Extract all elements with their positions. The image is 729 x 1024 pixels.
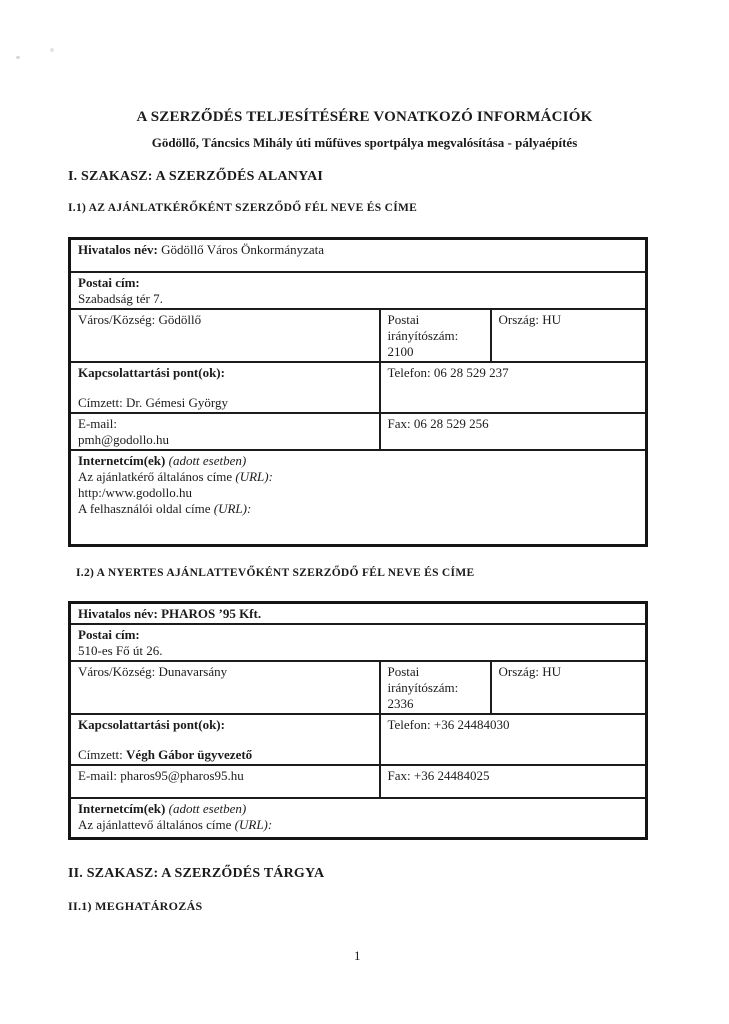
general-url-line	[78, 469, 638, 485]
postal-address-cell	[70, 272, 647, 309]
postal-address-value: Szabadság tér 7.	[78, 290, 163, 306]
table-row-city	[70, 661, 647, 714]
general-url-line	[78, 817, 638, 833]
country-value: HU	[542, 664, 561, 679]
country-cell	[491, 661, 647, 714]
country-label: Ország:	[498, 664, 539, 679]
url-tag: (URL):	[213, 500, 252, 516]
attention-line	[78, 395, 372, 411]
country-cell	[491, 309, 647, 362]
postal-address-value: 510-es Fő út 26.	[78, 643, 163, 658]
internet-cell	[70, 798, 647, 838]
page-number: 1	[353, 948, 361, 963]
postal-code-label: Postai irányítószám:	[387, 311, 459, 343]
city-cell	[70, 661, 380, 714]
document-title: A SZERZŐDÉS TELJESÍTÉSÉRE VONATKOZÓ INFORMÁCIÓK	[136, 109, 593, 125]
document-subtitle: Gödöllő, Táncsics Mihály úti műfüves sportpálya megvalósítása - pályaépítés	[151, 135, 578, 150]
section-1-heading: I. SZAKASZ: A SZERZŐDÉS ALANYAI	[68, 169, 324, 184]
winning-tenderer-table	[68, 601, 648, 840]
table-row-postal-address	[70, 272, 647, 309]
postal-code-cell	[380, 661, 491, 714]
fax-value: 06 28 529 256	[413, 415, 489, 431]
table-row-postal-address	[70, 624, 647, 661]
fax-value: +36 24484025	[413, 768, 490, 783]
table-row-email	[70, 413, 647, 450]
attention-line	[78, 747, 372, 763]
phone-label: Telefon:	[387, 364, 431, 380]
phone-label: Telefon:	[387, 717, 431, 732]
section-2-heading: II. SZAKASZ: A SZERZŐDÉS TÁRGYA	[68, 866, 325, 881]
internet-note: (adott esetben)	[168, 452, 247, 468]
table-row-internet	[70, 450, 647, 546]
blank-line	[78, 381, 372, 395]
user-url-label: A felhasználói oldal címe	[78, 500, 211, 516]
contracting-authority-table	[68, 237, 648, 547]
official-name-value: Gödöllő Város Önkormányzata	[161, 242, 325, 257]
postal-address-label: Postai cím:	[78, 627, 140, 642]
subsection-2-1-heading: II.1) MEGHATÁROZÁS	[68, 899, 203, 913]
phone-cell	[380, 362, 647, 413]
city-value: Dunavarsány	[158, 664, 228, 679]
postal-code-value: 2336	[387, 696, 414, 711]
official-name-value: PHAROS ’95 Kft.	[161, 606, 262, 621]
official-name-label: Hivatalos név:	[78, 242, 158, 257]
email-label: E-mail:	[78, 415, 117, 431]
email-value: pmh@godollo.hu	[78, 431, 170, 447]
attention-value: Végh Gábor ügyvezető	[126, 747, 253, 762]
fax-label: Fax:	[387, 768, 411, 783]
city-label: Város/Község:	[78, 664, 156, 679]
country-value: HU	[542, 311, 561, 327]
country-label: Ország:	[498, 311, 539, 327]
postal-address-label: Postai cím:	[78, 274, 140, 290]
scan-artifact	[50, 48, 54, 52]
contact-points-cell	[70, 714, 380, 765]
official-name-cell	[70, 603, 647, 625]
scan-artifact	[16, 56, 20, 59]
phone-value: +36 24484030	[433, 717, 510, 732]
url-tag: (URL):	[235, 468, 273, 484]
contact-points-label: Kapcsolattartási pont(ok):	[78, 364, 225, 380]
internet-note: (adott esetben)	[168, 801, 247, 816]
contact-points-label: Kapcsolattartási pont(ok):	[78, 717, 225, 732]
url-tag: (URL):	[234, 817, 273, 832]
postal-code-label: Postai irányítószám:	[387, 664, 459, 695]
internet-line	[78, 453, 638, 469]
fax-cell	[380, 765, 647, 798]
attention-label: Címzett:	[78, 394, 123, 410]
table-row-email	[70, 765, 647, 798]
table-row-internet	[70, 798, 647, 838]
internet-line	[78, 801, 638, 817]
table-row-official-name	[70, 603, 647, 625]
attention-label: Címzett:	[78, 747, 123, 762]
city-cell	[70, 309, 380, 362]
email-label: E-mail:	[78, 768, 117, 783]
email-cell	[70, 765, 380, 798]
table-row-city	[70, 309, 647, 362]
table-row-contact-points	[70, 714, 647, 765]
internet-label: Internetcím(ek)	[78, 801, 166, 816]
internet-cell	[70, 450, 647, 546]
blank-line	[78, 733, 372, 747]
general-url-label: Az ajánlattevő általános címe	[78, 817, 232, 832]
table-row-contact-points	[70, 362, 647, 413]
subsection-1-2-heading: I.2) A NYERTES AJÁNLATTEVŐKÉNT SZERZŐDŐ FÉL NEVE ÉS CÍME	[76, 567, 475, 579]
table-row-official-name	[70, 239, 647, 272]
fax-cell	[380, 413, 647, 450]
postal-code-cell	[380, 309, 491, 362]
official-name-label: Hivatalos név:	[78, 606, 158, 621]
contact-points-cell	[70, 362, 380, 413]
phone-value: 06 28 529 237	[433, 364, 509, 380]
city-value: Gödöllő	[158, 311, 202, 327]
email-value: pharos95@pharos95.hu	[120, 768, 244, 783]
subsection-1-1-heading: I.1) AZ AJÁNLATKÉRŐKÉNT SZERZŐDŐ FÉL NEVE ÉS CÍME	[68, 202, 418, 214]
postal-address-cell	[70, 624, 647, 661]
city-label: Város/Község:	[78, 311, 156, 327]
official-name-cell	[70, 239, 647, 272]
attention-value: Dr. Gémesi György	[126, 394, 228, 410]
email-cell	[70, 413, 380, 450]
user-url-line	[78, 501, 638, 517]
fax-label: Fax:	[387, 415, 411, 431]
phone-cell	[380, 714, 647, 765]
general-url-value: http:/www.godollo.hu	[78, 484, 192, 500]
postal-code-value: 2100	[387, 343, 414, 359]
internet-label: Internetcím(ek)	[78, 452, 166, 468]
general-url-label: Az ajánlatkérő általános címe	[78, 468, 233, 484]
